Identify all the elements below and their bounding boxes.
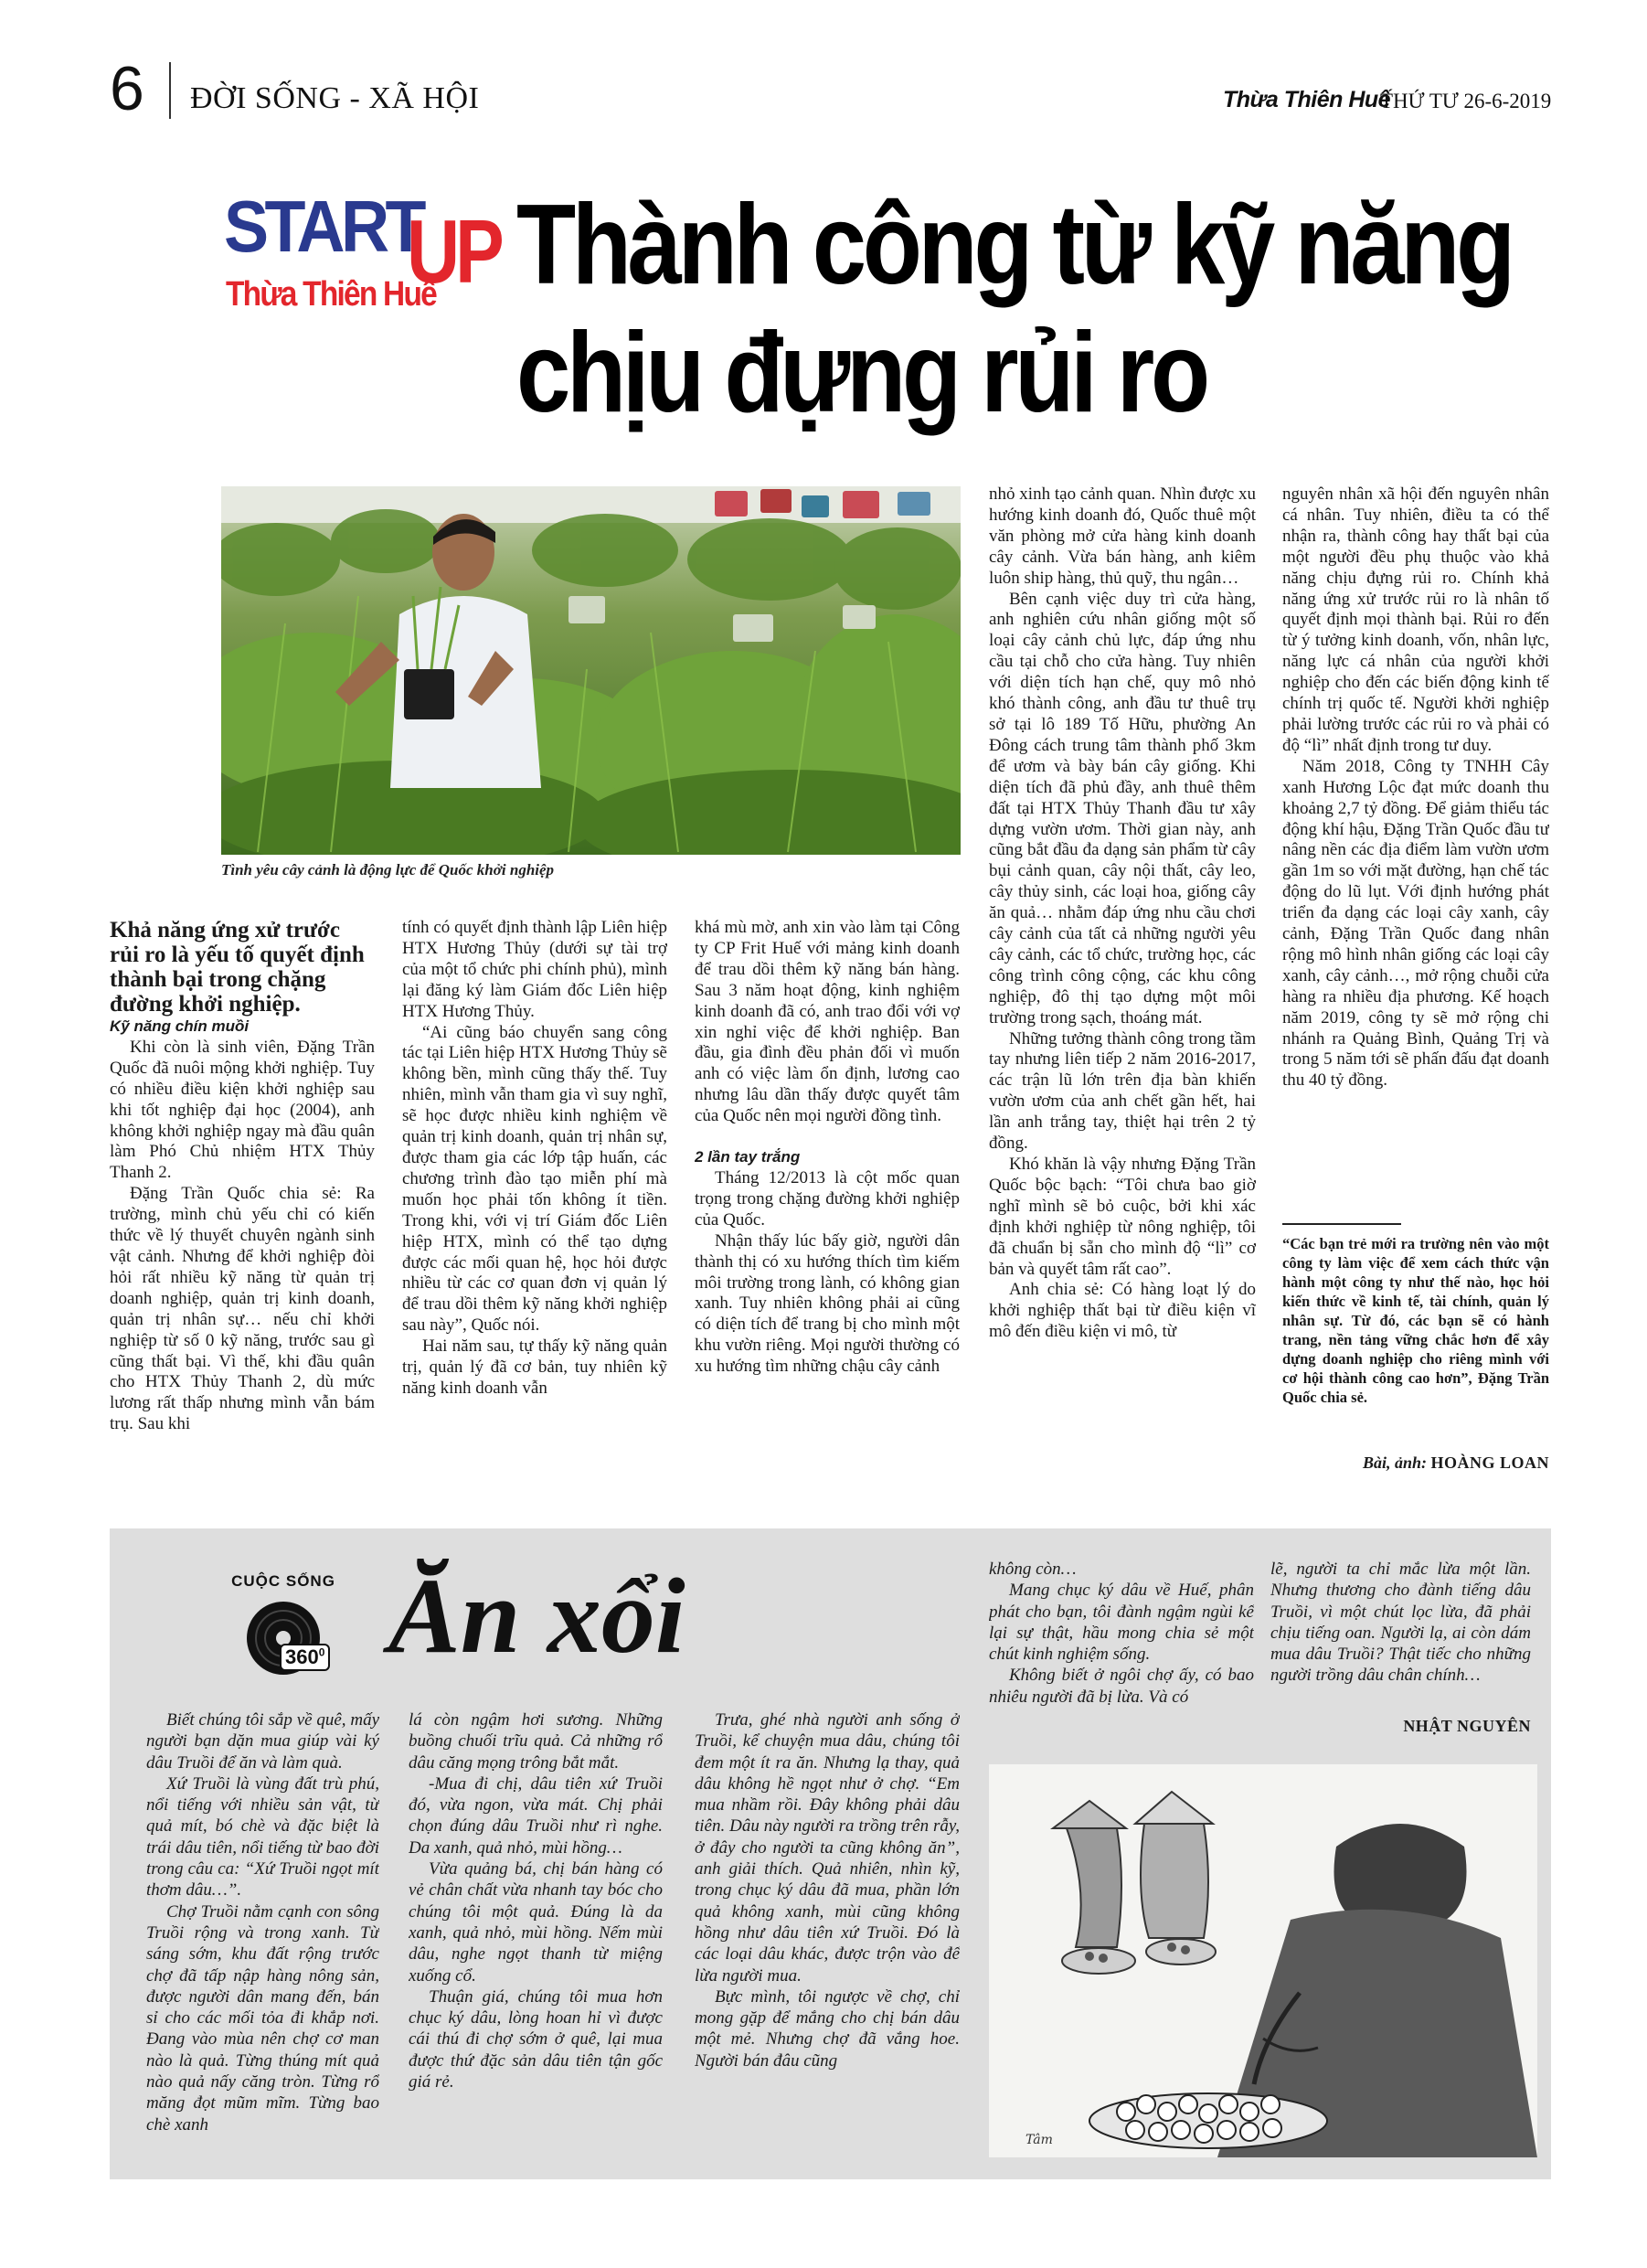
paragraph: Nhận thấy lúc bấy giờ, người dân thành thị có xu hướng thích tìm kiếm môi trường trong lành, có không gian xanh. Tuy nhiên không phải ai cũng có diện tích để trang bị cho mình một khu vườn riêng. Mọi người thường có xu hướng tìm những chậu cây cảnh (695, 1230, 960, 1377)
paragraph: Năm 2018, Công ty TNHH Cây xanh Hương Lộc đạt mức doanh thu khoảng 2,7 tỷ đồng. Để giảm thiểu tác động khí hậu, Đặng Trần Quốc đầu tư nâng nền các địa điểm làm vườn ươm gần 1m so với mặt đường, hạn chế tác động do lũ lụt. Với định hướng phát triển đa dạng các loại cây xanh, cây cảnh, Đặng Trần Quốc đang nhân rộng mô hình nhân giống các loại cây xanh, cây cảnh…, mở rộng chuỗi cửa hàng ra nhiều địa phương. Kế hoạch năm 2019, công ty sẽ mở rộng chi nhánh ra Quảng Bình, Quảng Trị và trong 5 năm tới sẽ phấn đấu đạt doanh thu 40 tỷ đồng. (1282, 756, 1549, 1091)
feature-author: NHẬT NGUYÊN (1403, 1717, 1531, 1735)
paragraph: Bên cạnh việc duy trì cửa hàng, anh nghiên cứu nhân giống một số loại cây cảnh chủ lực, đáp ứng nhu cầu tại chỗ cho cửa hàng. Tuy nhiên với diện tích hạn chế, quy mô nhỏ khó thành công, anh đầu tư thuê trụ sở tại lô 189 Tố Hữu, phường An Đông cách trung tâm thành phố 3km để ươm và bày bán cây giống. Khi diện tích đã phủ đầy, anh thuê thêm đất tại HTX Thủy Thanh đầu tư xây dựng vườn ươm. Thời gian này, anh cũng bắt đầu đa dạng sản phẩm từ cây bụi cảnh quan, cây nội thất, cây leo, cây thủy sinh, các loại hoa, giống cây ăn quả… nhằm đáp ứng nhu cầu chơi cây cảnh của tất cả những người yêu cây cảnh, các tổ chức, trường học, các công trình công cộng, các khu công nghiệp, đô thị tạo dựng một môi trường trong sạch, thoáng mát. (989, 589, 1256, 1028)
subhead-1: Kỹ năng chín muồi (110, 1017, 250, 1035)
article-column-1 (110, 918, 375, 1485)
paragraph: Tháng 12/2013 là cột mốc quan trọng trong chặng đường khởi nghiệp của Quốc. (695, 1167, 960, 1230)
startup-logo-sub: Thừa Thiên Huế (226, 275, 436, 314)
article-title (516, 181, 1512, 437)
section-title: ĐỜI SỐNG - XÃ HỘI (190, 81, 480, 115)
article-column-4 (989, 484, 1256, 1485)
logo-degree: 0 (318, 1645, 325, 1659)
paragraph: Anh chia sẻ: Có hàng loạt lý do khởi nghiệp thất bại từ điều kiện vĩ mô đến điều kiện vi mô, từ (989, 1280, 1256, 1342)
header-date: THỨ TƯ 26-6-2019 (1380, 90, 1552, 112)
illustration-signature: Tâm (1025, 2133, 1053, 2147)
feature-illustration (989, 1764, 1537, 2157)
feature-column-3 (695, 1709, 960, 2139)
title-line-1: Thành công từ kỹ năng (516, 182, 1512, 308)
nursery-photo (221, 486, 961, 855)
startup-logo-start: START (224, 186, 422, 267)
feature-column-1 (146, 1709, 379, 2139)
paragraph: Khó khăn là vậy nhưng Đặng Trần Quốc bộc bạch: “Tôi chưa bao giờ nghĩ mình sẽ bỏ cuộc, bởi khi xác định khởi nghiệp từ nông nghiệp, tôi đã chuẩn bị sẵn cho mình độ “lì” cơ bản và quyết tâm rất cao”. (989, 1155, 1256, 1279)
photo-caption: Tình yêu cây cảnh là động lực để Quốc khởi nghiệp (221, 861, 555, 878)
paragraph: Mang chục ký dâu về Huế, phân phát cho bạn, tôi đành ngậm ngùi kể lại sự thật, hầu mong chia sẻ một chút kinh nghiệm sống. (989, 1581, 1254, 1665)
feature-column-5 (1270, 1559, 1531, 1714)
paragraph: lẽ, người ta chỉ mắc lừa một lần. Nhưng thương cho đành tiếng dâu Truồi, vì một chút lọc lừa, đã phải chịu tiếng oan. Người lạ, ai còn dám mua dâu Truồi? Thật tiếc cho những người trồng dâu chân chính… (1270, 1560, 1531, 1686)
logo-number-value: 360 (285, 1645, 319, 1668)
feature-column-4 (989, 1559, 1254, 1741)
paragraph: Bực mình, tôi ngược về chợ, chỉ mong gặp để mắng cho chị bán dâu một mẻ. Nhưng chợ đã vắng hoe. Người bán đâu cũng (695, 1986, 960, 2071)
paragraph: tính có quyết định thành lập Liên hiệp HTX Hương Thủy (dưới sự tài trợ của một tổ chức phi chính phủ), mình lại đăng ký làm Giám đốc Liên hiệp HTX Hương Thủy. (402, 918, 667, 1021)
quote-divider (1282, 1223, 1401, 1225)
article-lead: Khả năng ứng xử trước rủi ro là yếu tố quyết định thành bại trong chặng đường khởi nghiệp. (110, 918, 365, 1017)
paragraph: nguyên nhân xã hội đến nguyên nhân cá nhân. Tuy nhiên, điều ta có thể nhận ra, thành công hay thất bại của một người đều phụ thuộc vào khả năng chịu đựng rủi ro. Chính khả năng ứng xử trước rủi ro là nhân tố quyết định mọi thành bại. Rủi ro đến từ ý tưởng kinh doanh, vốn, nhân lực, năng lực cá nhân của người khởi nghiệp cho đến các biến động kinh tế chính trị quốc tế. Người khởi nghiệp phải lường trước các rủi ro và phải có độ “lì” nhất định trong tư duy. (1282, 484, 1549, 755)
paragraph: Trưa, ghé nhà người anh sống ở Truồi, kể chuyện mua dâu, chúng tôi đem một ít ra ăn. Nhưng lạ thay, quả dâu không hề ngọt như ở chợ. “Em mua nhầm rồi. Đây không phải dâu tiên. Dâu này người ra trồng trên rẫy, ở đây cho người ta cũng không ăn”, anh giải thích. Quả nhiên, nhìn kỹ, trong chục ký dâu đã mua, phần lớn quả không xanh, mùi cũng không hồng như dâu tiên xứ Truồi. Đó là các loại dâu khác, được trộn vào để lừa người mua. (695, 1710, 960, 1986)
paragraph: khá mù mờ, anh xin vào làm tại Công ty CP Frit Huế với mảng kinh doanh để trau dồi thêm kỹ năng bán hàng. Sau 3 năm hoạt động, kinh nghiệm kinh doanh đã có, anh trao đổi với vợ xin nghỉ việc để khởi nghiệp. Ban đầu, gia đình đều phản đối vì muốn anh có việc làm ổn định, lương cao nhưng lâu dần thấy được quyết tâm của Quốc nên mọi người đồng tình. (695, 918, 960, 1126)
paragraph: Không biết ở ngôi chợ ấy, có bao nhiêu người đã bị lừa. Và có (989, 1666, 1254, 1707)
logo-number (280, 1644, 330, 1671)
paragraph: nhỏ xinh tạo cảnh quan. Nhìn được xu hướng kinh doanh đó, Quốc thuê một văn phòng mở cửa hàng kinh doanh cây cảnh. Vừa bán hàng, anh kiêm luôn ship hàng, thủ quỹ, thu ngân… (989, 484, 1256, 588)
feature-column-2 (409, 1709, 663, 2139)
paper-name: Thừa Thiên Huế (1223, 87, 1391, 112)
feature-title: Ăn xổi (388, 1556, 685, 1676)
article-column-5 (1282, 484, 1549, 1216)
logo-text: CUỘC SỐNG (231, 1572, 335, 1590)
byline-author: HOÀNG LOAN (1430, 1453, 1549, 1472)
paragraph: Thuận giá, chúng tôi mua hơn chục ký dâu, lòng hoan hỉ vì được cái thú đi chợ sớm ở quê, lại mua được thứ đặc sản dâu tiên tận gốc giá rẻ. (409, 1986, 663, 2092)
paragraph: Những tưởng thành công trong tầm tay nhưng liên tiếp 2 năm 2016-2017, các trận lũ lớn trên địa bàn khiến vườn ươm của anh chết gần hết, hai lần anh trắng tay, thiệt hại trên 2 tỷ đồng. (989, 1028, 1256, 1154)
header-divider (169, 62, 171, 119)
paragraph: Hai năm sau, tự thấy kỹ năng quản trị, quản lý đã cơ bản, tuy nhiên kỹ năng kinh doanh vẫn (402, 1336, 667, 1398)
paragraph: Vừa quảng bá, chị bán hàng có vẻ chân chất vừa nhanh tay bóc cho chúng tôi một quả. Đúng là da xanh, quả nhỏ, mùi hồng. Nếm mùi dâu, nghe ngọt thanh từ miệng xuống cổ. (409, 1859, 663, 1986)
startup-logo-up: UP (407, 201, 500, 302)
paragraph: Đặng Trần Quốc chia sẻ: Ra trường, mình chủ yếu chỉ có kiến thức về lý thuyết chuyên ngành sinh vật cảnh. Nhưng để khởi nghiệp đòi hỏi rất nhiều kỹ năng từ quản trị doanh nghiệp, quản trị kinh doanh, quản trị nhân sự… nếu chỉ khởi nghiệp từ số 0 kỹ năng, trước sau gì cũng thất bại. Vì thế, khi đầu quân cho HTX Thủy Thanh 2, dù mức lương rất thấp nhưng mình vẫn bám trụ. Sau khi (110, 1184, 375, 1434)
paragraph: không còn… (989, 1560, 1077, 1579)
article-column-2 (402, 918, 667, 1485)
page-number: 6 (110, 54, 144, 123)
byline (1282, 1453, 1549, 1473)
paragraph: “Ai cũng báo chuyển sang công tác tại Liên hiệp HTX Hương Thủy sẽ không bền, mình cũng thấy thế. Tuy nhiên, mình vẫn tham gia vì suy nghĩ, sẽ học được nhiều kinh nghiệm về quản trị kinh doanh, quản trị nhân sự, được tham gia các lớp tập huấn, các chương trình đào tạo miễn phí mà muốn học phải tốn không ít tiền. Trong khi, với vị trí Giám đốc Liên hiệp HTX, mình có thể tạo dựng được các mối quan hệ, học hỏi được nhiều từ các cơ quan đơn vị quản lý để trau dồi thêm kỹ năng khởi nghiệp sau này”, Quốc nói. (402, 1022, 667, 1336)
paragraph: Xứ Truồi là vùng đất trù phú, nổi tiếng với nhiều sản vật, từ quả mít, bó chè và đặc biệt là trái dâu tiên, nổi tiếng từ bao đời trong câu ca: “Xứ Truồi ngọt mít thơm dâu…”. (146, 1773, 379, 1901)
title-line-2: chịu đựng rủi ro (516, 310, 1206, 436)
byline-prefix: Bài, ảnh: (1362, 1453, 1431, 1472)
market-illustration (989, 1764, 1537, 2157)
paragraph: lá còn ngậm hơi sương. Những buồng chuối trĩu quả. Cả những rổ dâu căng mọng trông bắt mắt. (409, 1710, 663, 1773)
paragraph: Khi còn là sinh viên, Đặng Trần Quốc đã nuôi mộng khởi nghiệp. Tuy có nhiều điều kiện khởi nghiệp sau khi tốt nghiệp đại học (2004), anh không khởi nghiệp ngay mà đầu quân làm Phó Chủ nhiệm HTX Thủy Thanh 2. (110, 1037, 375, 1183)
article-column-3 (695, 918, 960, 1485)
pull-quote (1282, 1234, 1549, 1426)
paragraph: Biết chúng tôi sắp về quê, mấy người bạn dặn mua giúp vài ký dâu Truồi để ăn và làm quà. (146, 1710, 379, 1773)
quote-text: “Các bạn trẻ mới ra trường nên vào một công ty làm việc để xem cách thức vận hành một công ty như thế nào, học hỏi kiến thức về kinh tế, tài chính, quản lý nhân sự. Từ đó, các bạn sẽ có hành trang, nền tảng vững chắc hơn để xây dựng doanh nghiệp cho riêng mình với cơ hội thành công cao hơn”, Đặng Trần Quốc chia sẻ. (1282, 1235, 1549, 1406)
paragraph: -Mua đi chị, dâu tiên xứ Truồi đó, vừa ngon, vừa mát. Chị phải chọn đúng dâu Truồi như rì nghe. Da xanh, quả nhỏ, mùi hồng… (409, 1773, 663, 1858)
cuoc-song-logo (219, 1563, 347, 1682)
subhead-2: 2 lần tay trắng (695, 1148, 801, 1166)
paragraph: Chợ Truồi nằm cạnh con sông Truồi rộng và trong xanh. Từ sáng sớm, khu đất rộng trước chợ đã tấp nập hàng nông sản, được người dân mang đến, bán sỉ cho các mối tỏa đi khắp nơi. Đang vào mùa nên chợ cơ man nào là quả. Từng thúng mít quả nào quả nấy căng tròn. Từng rổ măng đọt mũm mĩm. Từng bao chè xanh (146, 1901, 379, 2135)
article-photo (221, 486, 961, 855)
startup-logo (224, 186, 500, 325)
